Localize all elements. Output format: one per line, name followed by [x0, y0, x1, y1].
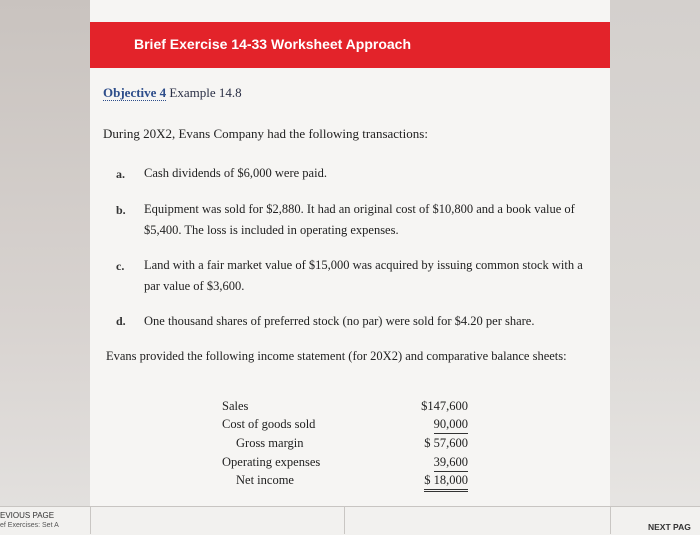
transaction-letter-c: c. — [116, 259, 125, 273]
income-row — [222, 436, 472, 454]
objective-link[interactable]: Objective 4 — [103, 85, 167, 100]
transaction-text-c: Land with a fair market value of $15,000 was acquired by issuing common stock with a par value of $3,600. — [144, 258, 583, 293]
nav-divider — [610, 506, 611, 534]
transaction-text-b: Equipment was sold for $2,880. It had an original cost of $10,800 and a book value of $5,400. The loss is included in operating expenses. — [144, 202, 575, 237]
income-row-amount: 90,000 — [434, 417, 468, 434]
transaction-letter-b: b. — [116, 203, 126, 217]
next-page-link[interactable]: NEXT PAG — [648, 522, 691, 532]
background-left — [0, 0, 90, 534]
background-right — [610, 0, 700, 534]
example-reference: Example 14.8 — [169, 85, 242, 100]
income-row-label: Cost of goods sold — [222, 417, 316, 431]
transaction-text-a: Cash dividends of $6,000 were paid. — [144, 166, 327, 180]
nav-divider — [344, 506, 345, 534]
income-row — [222, 399, 472, 417]
closing-text: Evans provided the following income statement (for 20X2) and comparative balance sheets: — [106, 349, 567, 363]
income-row-amount: $147,600 — [421, 399, 468, 413]
income-row-amount: 39,600 — [434, 455, 468, 472]
transaction-text-d: One thousand shares of preferred stock (no par) were sold for $4.20 per share. — [144, 314, 535, 328]
income-row — [222, 417, 472, 435]
income-row — [222, 455, 472, 473]
objective-line — [103, 85, 242, 101]
income-row-amount: $ 57,600 — [424, 436, 468, 450]
income-row-amount: $ 18,000 — [424, 473, 468, 492]
income-row-label: Operating expenses — [222, 455, 321, 469]
exercise-title: Brief Exercise 14-33 Worksheet Approach — [134, 36, 412, 52]
transaction-letter-a: a. — [116, 167, 125, 181]
income-row-label: Net income — [236, 473, 294, 487]
income-statement — [222, 399, 472, 495]
income-row-label: Sales — [222, 399, 249, 413]
income-row-label: Gross margin — [236, 436, 304, 450]
income-row — [222, 473, 472, 491]
intro-text: During 20X2, Evans Company had the following transactions: — [103, 126, 428, 141]
nav-divider — [90, 506, 91, 534]
previous-page-section: ef Exercises: Set A — [0, 522, 59, 529]
transaction-letter-d: d. — [116, 314, 126, 328]
page-navigation-bar — [0, 506, 700, 535]
previous-page-link[interactable]: EVIOUS PAGE — [0, 511, 55, 520]
